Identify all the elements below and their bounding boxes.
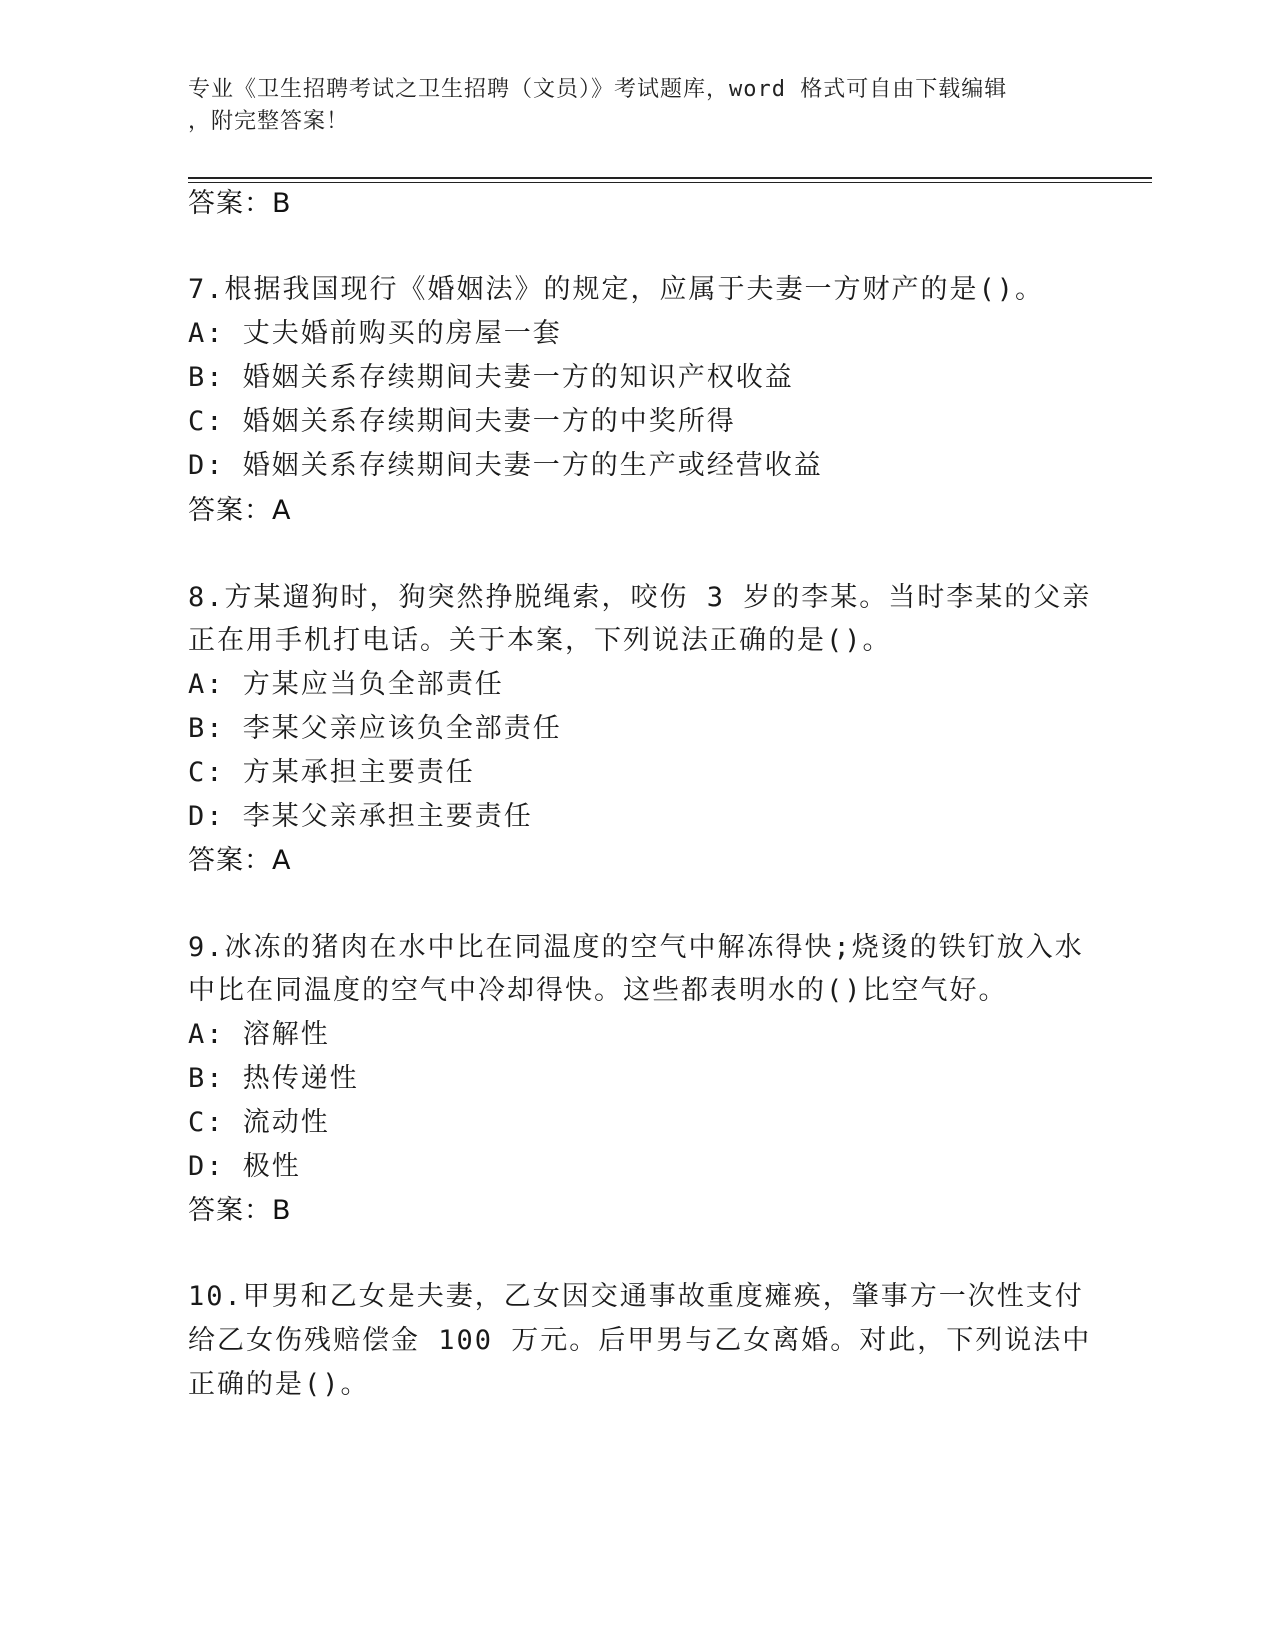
question-10-stem-line-3: 正确的是()。 [188,1369,370,1400]
question-9-stem-line-2: 中比在同温度的空气中冷却得快。这些都表明水的()比空气好。 [188,975,1008,1006]
question-8-stem-line-2: 正在用手机打电话。关于本案，下列说法正确的是()。 [188,625,892,656]
question-9-option-b: B: 热传递性 [188,1063,359,1094]
question-8-stem-line-1: 8.方某遛狗时，狗突然挣脱绳索，咬伤 3 岁的李某。当时李某的父亲 [188,582,1092,613]
question-9-option-a: A: 溶解性 [188,1019,330,1050]
question-7-option-d: D: 婚姻关系存续期间夫妻一方的生产或经营收益 [188,450,823,481]
header-divider-thin [188,182,1152,183]
question-7-option-c: C: 婚姻关系存续期间夫妻一方的中奖所得 [188,406,736,437]
header-divider-thick [188,177,1152,179]
question-8-option-b: B: 李某父亲应该负全部责任 [188,713,562,744]
header-line-1: 专业《卫生招聘考试之卫生招聘（文员）》考试题库，word 格式可自由下载编辑 [188,77,1008,102]
question-9-stem-line-1: 9.冰冻的猪肉在水中比在同温度的空气中解冻得快;烧烫的铁钉放入水 [188,932,1084,963]
question-7-option-a: A: 丈夫婚前购买的房屋一套 [188,318,562,349]
question-7-option-b: B: 婚姻关系存续期间夫妻一方的知识产权收益 [188,362,794,393]
answer-prev: 答案：B [188,188,292,219]
question-10-stem-line-1: 10.甲男和乙女是夫妻，乙女因交通事故重度瘫痪，肇事方一次性支付 [188,1281,1084,1312]
question-8-option-d: D: 李某父亲承担主要责任 [188,801,533,832]
question-8-option-c: C: 方某承担主要责任 [188,757,475,788]
question-9-answer: 答案：B [188,1195,292,1226]
question-9-option-d: D: 极性 [188,1151,301,1182]
header-line-2: ，附完整答案！ [188,109,350,134]
question-8-option-a: A: 方某应当负全部责任 [188,669,504,700]
question-7-answer: 答案：A [188,495,292,526]
question-9-option-c: C: 流动性 [188,1107,330,1138]
question-10-stem-line-2: 给乙女伤残赔偿金 100 万元。后甲男与乙女离婚。对此，下列说法中 [188,1325,1092,1356]
question-7-stem: 7.根据我国现行《婚姻法》的规定，应属于夫妻一方财产的是()。 [188,274,1045,305]
question-8-answer: 答案：A [188,845,292,876]
document-header [188,74,1088,138]
